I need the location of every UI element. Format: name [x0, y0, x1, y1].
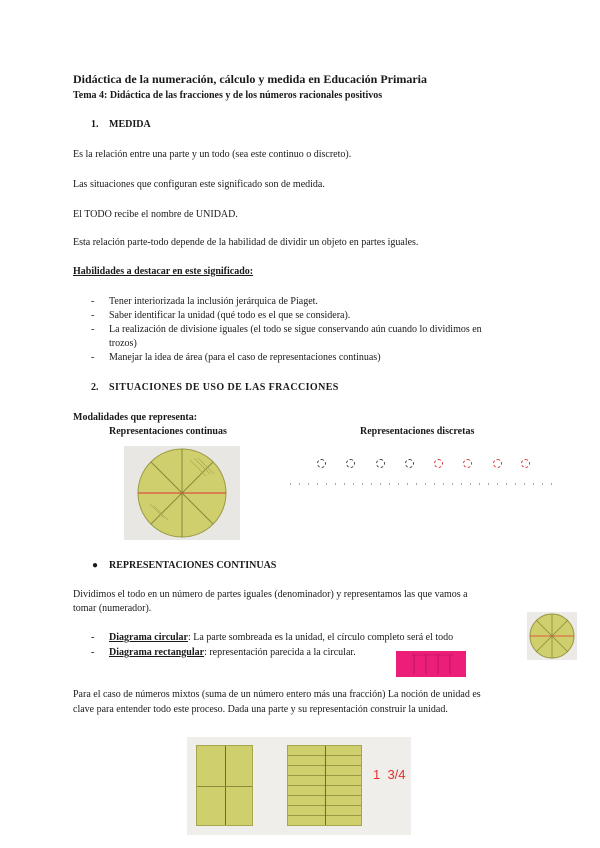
- mixed-number-figure: [187, 737, 411, 835]
- list-item: Saber identificar la unidad (qué todo es el que se considera).: [109, 310, 351, 321]
- document-title: Didáctica de la numeración, cálculo y medida en Educación Primaria: [73, 72, 427, 86]
- bullet-dash: -: [91, 632, 95, 643]
- list-item: Manejar la idea de área (para el caso de representaciones continuas): [109, 352, 381, 363]
- bullet-dot: ●: [92, 560, 99, 571]
- document-subtitle: Tema 4: Didáctica de las fracciones y de los números racionales positivos: [73, 90, 383, 101]
- paragraph: Las situaciones que configuran este significado son de medida.: [73, 179, 325, 190]
- fraction-vertical-divider: [325, 746, 326, 825]
- paragraph: Esta relación parte-todo depende de la habilidad de dividir un objeto en partes iguales.: [73, 237, 419, 248]
- bullet-dash: -: [91, 296, 95, 307]
- paragraph: clave para entender todo este proceso. Dada una parte y su representación construir la unidad.: [73, 704, 448, 715]
- discrete-circle-shaded: [463, 459, 472, 468]
- continuous-pie-image: [124, 446, 240, 540]
- fraction-square: [287, 745, 362, 826]
- square-horizontal-divider: [197, 786, 252, 787]
- bullet-dash: -: [91, 647, 95, 658]
- skills-heading: Habilidades a destacar en este significado:: [73, 266, 254, 277]
- section-1-number: 1.: [91, 119, 99, 130]
- bullet-dash: -: [91, 324, 95, 335]
- section-2-number: 2.: [91, 382, 99, 393]
- continuous-heading: REPRESENTACIONES CONTINUAS: [109, 560, 277, 571]
- paragraph: El TODO recibe el nombre de UNIDAD.: [73, 209, 238, 220]
- paragraph: Dividimos el todo en un número de partes iguales (denominador) y representamos las que vamos a: [73, 589, 468, 600]
- bullet-dash: -: [91, 352, 95, 363]
- continuous-label: Representaciones continuas: [109, 426, 227, 437]
- list-item-continuation: trozos): [109, 338, 137, 349]
- rectangle-divisions: [396, 651, 466, 677]
- rectangular-diagram: [396, 651, 466, 677]
- whole-unit-square: [196, 745, 253, 826]
- discrete-circle: [405, 459, 414, 468]
- list-item: [109, 647, 356, 658]
- pie-diagram: [124, 446, 240, 540]
- list-item: Tener interiorizada la inclusión jerárquica de Piaget.: [109, 296, 318, 307]
- section-1-heading: MEDIDA: [109, 119, 151, 130]
- paragraph: tomar (numerador).: [73, 603, 152, 614]
- discrete-circle-shaded: [521, 459, 530, 468]
- list-item: La realización de divisione iguales (el todo se sigue conservando aún cuando lo dividimos en: [109, 324, 482, 335]
- rectangular-diagram-text: : representación parecida a la circular.: [204, 647, 356, 658]
- paragraph: Es la relación entre una parte y un todo (sea este continuo o discreto).: [73, 149, 352, 160]
- small-pie-diagram: [527, 612, 577, 660]
- discrete-circle: [346, 459, 355, 468]
- bullet-dash: -: [91, 310, 95, 321]
- section-2-heading: SITUACIONES DE USO DE LAS FRACCIONES: [109, 382, 339, 393]
- modalities-label: Modalidades que representa:: [73, 412, 198, 423]
- mixed-number-label: 1 3/4: [373, 767, 406, 782]
- faded-caption-marks: [290, 483, 560, 485]
- rectangular-diagram-label: Diagrama rectangular: [109, 647, 205, 658]
- discrete-circle-shaded: [493, 459, 502, 468]
- discrete-circle: [317, 459, 326, 468]
- circular-diagram-label: Diagrama circular: [109, 632, 188, 643]
- discrete-circle: [376, 459, 385, 468]
- small-pie-image: [527, 612, 577, 660]
- list-item: [109, 632, 453, 643]
- discrete-label: Representaciones discretas: [360, 426, 475, 437]
- discrete-circle-shaded: [434, 459, 443, 468]
- circular-diagram-text: : La parte sombreada es la unidad, el círculo completo será el todo: [187, 632, 454, 643]
- paragraph: Para el caso de números mixtos (suma de un número entero más una fracción) La noción de unidad es: [73, 689, 481, 700]
